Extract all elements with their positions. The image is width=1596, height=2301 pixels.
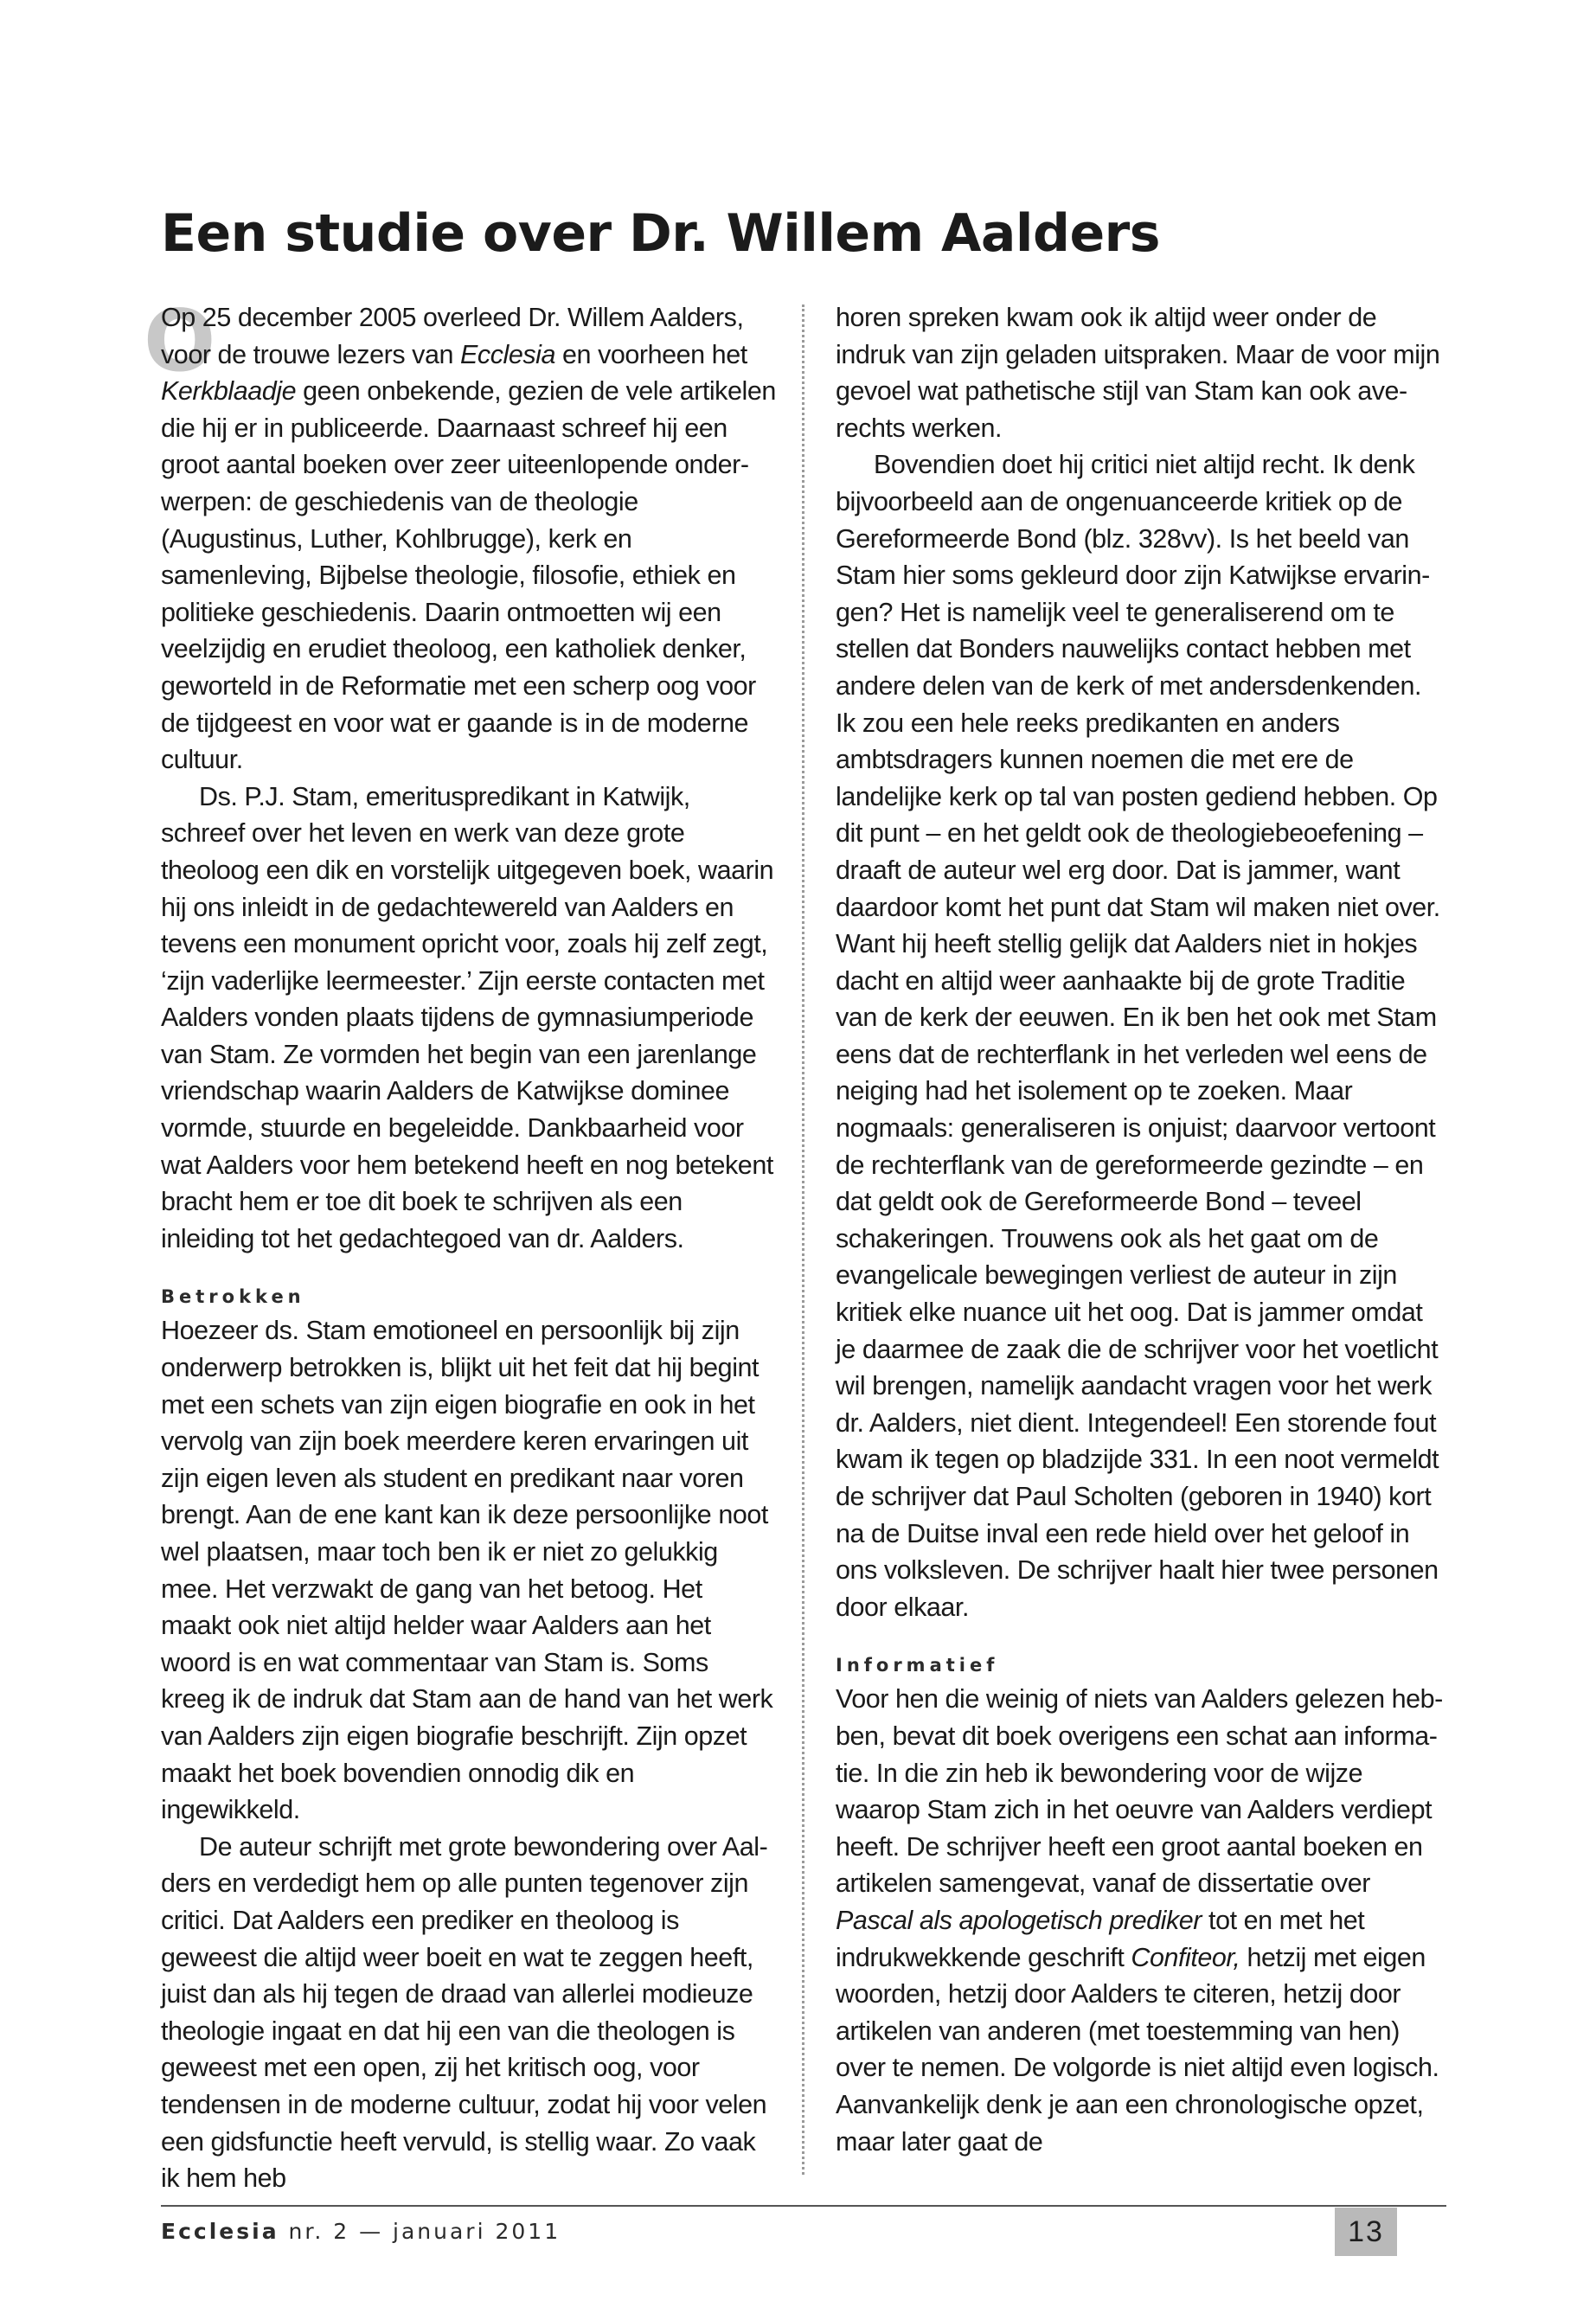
paragraph-betrokken: Hoezeer ds. Stam emotioneel en persoonlijk bij zijn onderwerp betrokken is, blijkt uit het feit dat hij begint met een schets van zijn eigen biografie en ook in het vervolg van zijn boek meerdere keren ervaringen uit zijn eigen leven als student en predikant naar voren brengt. Aan de ene kant kan ik deze persoonlijke noot wel plaatsen, maar toch ben ik er niet zo gelukkig mee. Het verzwakt de gang van het betoog. Het maakt ook niet altijd helder waar Aalders aan het woord is en wat commentaar van Stam is. Soms kreeg ik de indruk dat Stam aan de hand van het werk van Aalders zijn eigen biografie beschrijft. Zijn opzet maakt het boek bovendien onnodig dik en ingewikkeld.	[161, 1316, 773, 1825]
paragraph-intro: Op 25 december 2005 overleed Dr. Willem Aalders, voor de trouwe lezers van Ecclesia en voorheen het Kerkblaadje geen onbekende, gezien de vele artikelen die hij er in publiceerde. Daarnaast schreef hij een groot aantal boeken over zeer uiteenlopende onderwerpen: de geschiedenis van de theologie (Augustinus, Luther, Kohlbrugge), kerk en samenleving, Bijbelse theologie, filosofie, ethiek en politieke geschiedenis. Daarin ontmoetten wij een veelzijdig en erudiet theoloog, een katholiek denker, geworteld in de Reformatie met een scherp oog voor de tijdgeest en voor wat er gaande is in de moderne cultuur.	[161, 303, 776, 775]
paragraph-continued: horen spreken kwam ook ik altijd weer onder de indruk van zijn geladen uitspraken. Maar de voor mijn gevoel wat pathetische stijl van Stam kan ook averechts werken.	[836, 303, 1440, 443]
page-number: 13	[1335, 2208, 1397, 2256]
subheading-informatief: Informatief	[836, 1655, 999, 1676]
column-divider	[802, 304, 804, 2175]
footer-issue	[161, 2216, 561, 2247]
footer-magazine-name: Ecclesia	[161, 2219, 279, 2244]
article-title: Een studie over Dr. Willem Aalders	[161, 203, 1160, 264]
paragraph-bewondering: De auteur schrijft met grote bewondering over Aalders en verdedigt hem op alle punten tegenover zijn critici. Dat Aalders een prediker en theoloog is geweest die altijd weer boeit en wat te zeggen heeft, juist dan als hij tegen de draad van allerlei modieuze theologie ingaat en dat hij een van die theologen is geweest met een open, zij het kritisch oog, voor tendensen in de moderne cultuur, zodat hij voor velen een gidsfunctie heeft vervuld, is stellig waar. Zo vaak ik hem heb	[161, 1831, 768, 2194]
spacer	[836, 1625, 1446, 1650]
spacer	[161, 1257, 777, 1281]
right-column	[836, 299, 1446, 2160]
paragraph-stam: Ds. P.J. Stam, emerituspredikant in Katwijk, schreef over het leven en werk van deze grote theoloog een dik en vorstelijk uitgegeven boek, waarin hij ons inleidt in de gedachtewereld van Aalders en tevens een monument opricht voor, zoals hij zelf zegt, ‘zijn vaderlijke leermeester.’ Zijn eerste contacten met Aalders vonden plaats tijdens de gymnasiumperiode van Stam. Ze vormden het begin van een jarenlange vriendschap waarin Aalders de Katwijkse dominee vormde, stuurde en begeleidde. Dankbaarheid voor wat Aalders voor hem betekend heeft en nog betekent bracht hem er toe dit boek te schrijven als een inleiding tot het gedachtegoed van dr. Aalders.	[161, 781, 774, 1253]
paragraph-critici: Bovendien doet hij critici niet altijd recht. Ik denk bijvoorbeeld aan de ongenuanceerde kritiek op de Gereformeerde Bond (blz. 328vv). Is het beeld van Stam hier soms gekleurd door zijn Katwijkse ervaringen? Het is namelijk veel te generaliserend om te stellen dat Bonders nauwelijks contact hebben met andere delen van de kerk of met andersdenkenden. Ik zou een hele reeks predikanten en anders ambtsdragers kunnen noemen die met ere de landelijke kerk op tal van posten gediend hebben. Op dit punt – en het geldt ook de theologiebeoefening – draaft de auteur wel erg door. Dat is jammer, want daardoor komt het punt dat Stam wil maken niet over. Want hij heeft stellig gelijk dat Aalders niet in hokjes dacht en altijd weer aanhaakte bij de grote Traditie van de kerk der eeuwen. En ik ben het ook met Stam eens dat de rechterflank in het verleden wel eens de neiging had het isolement op te zoeken. Maar nogmaals: generaliseren is onjuist; daarvoor vertoont de rechterflank van de gereformeerde gezindte – en dat geldt ook de Gereformeerde Bond – teveel schakeringen. Trouwens ook als het gaat om de evangelicale bewegingen verliest de auteur in zijn kritiek elke nuance uit het oog. Dat is jammer omdat je daarmee de zaak die de schrijver voor het voetlicht wil brengen, namelijk aandacht vragen voor het werk dr. Aalders, niet dient. Integendeel! Een storende fout kwam ik tegen op bladzijde 331. In een noot vermeldt de schrijver dat Paul Scholten (geboren in 1940) kort na de Duitse inval een rede hield over het geloof in ons volksleven. De schrijver haalt hier twee personen door elkaar.	[836, 450, 1440, 1622]
subheading-betrokken: Betrokken	[161, 1286, 305, 1308]
paragraph-informatief: Voor hen die weinig of niets van Aalders gelezen hebben, bevat dit boek overigens een schat aan informatie. In die zin heb ik bewondering voor de wijze waarop Stam zich in het oeuvre van Aalders verdiept heeft. De schrijver heeft een groot aantal boeken en artikelen samengevat, vanaf de dissertatie over Pascal als apologetisch prediker tot en met het indrukwekkende geschrift Confiteor, hetzij met eigen woorden, hetzij door Aalders te citeren, hetzij door artikelen van anderen (met toestemming van hen) over te nemen. De volgorde is niet altijd even logisch. Aanvankelijk denk je aan een chronologische opzet, maar later gaat de	[836, 1684, 1444, 2157]
italic-text: Ecclesia	[460, 339, 555, 369]
italic-text: Kerkblaadje	[161, 376, 297, 407]
left-column	[161, 299, 777, 2197]
italic-text: Pascal als apologetisch prediker	[836, 1905, 1202, 1935]
footer-rule	[161, 2205, 1446, 2207]
italic-text: Confiteor,	[1131, 1942, 1240, 1972]
drop-cap: O	[144, 292, 216, 391]
footer-issue-info: nr. 2 — januari 2011	[279, 2219, 561, 2244]
